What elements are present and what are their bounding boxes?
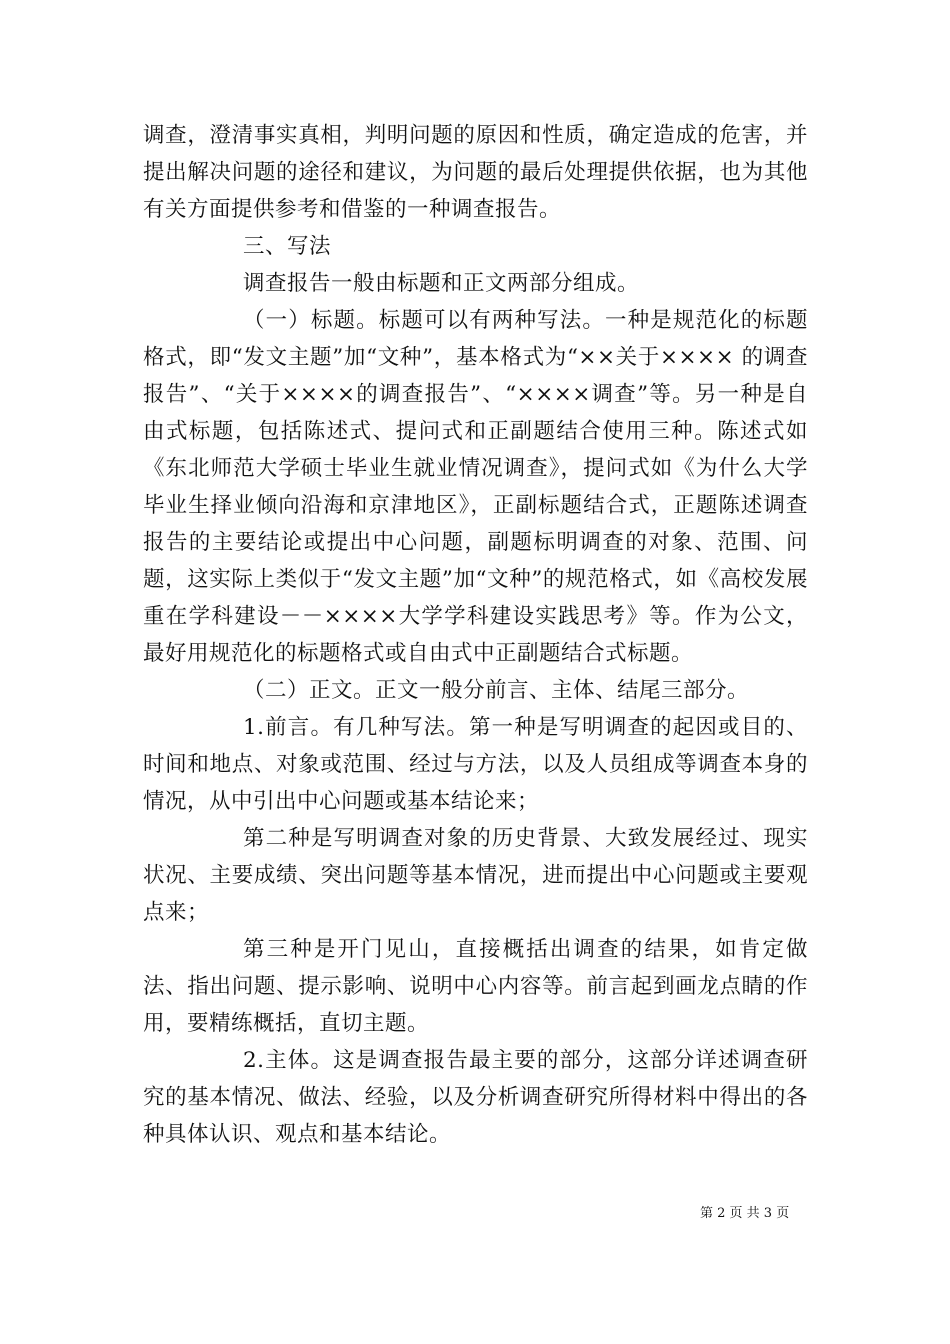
paragraph-main-body: 2.主体。这是调查报告最主要的部分，这部分详述调查研究的基本情况、做法、经验，以及分析调查研究所得材料中得出的各种具体认识、观点和基本结论。 — [143, 1048, 808, 1147]
paragraph-body-section: （二）正文。正文一般分前言、主体、结尾三部分。 — [243, 678, 750, 703]
paragraph-preface-type-3: 第三种是开门见山，直接概括出调查的结果，如肯定做法、指出问题、提示影响、说明中心内容等。前言起到画龙点睛的作用，要精练概括，直切主题。 — [143, 937, 808, 1036]
paragraph-composition: 调查报告一般由标题和正文两部分组成。 — [243, 271, 640, 296]
paragraph-continuation: 调查，澄清事实真相，判明问题的原因和性质，确定造成的危害，并提出解决问题的途径和建议，为问题的最后处理提供依据，也为其他有关方面提供参考和借鉴的一种调查报告。 — [143, 123, 808, 222]
paragraph-preface-type-1: 1.前言。有几种写法。第一种是写明调查的起因或目的、时间和地点、对象或范围、经过与方法，以及人员组成等调查本身的情况，从中引出中心问题或基本结论来； — [143, 715, 808, 814]
paragraph-title-section: （一）标题。标题可以有两种写法。一种是规范化的标题格式，即“发文主题”加“文种”，基本格式为“××关于×××× 的调查报告”、“关于××××的调查报告”、“××××调查”等。另一种是自由式标题，包括陈述式、提问式和正副题结合使用三种。陈述式如《东北师范大学硕士毕业生就业情况调查》，提问式如《为什么大学毕业生择业倾向沿海和京津地区》，正副标题结合式，正题陈述调查报告的主要结论或提出中心问题，副题标明调查的对象、范围、问题，这实际上类似于“发文主题”加“文种”的规范格式，如《高校发展重在学科建设－－××××大学学科建设实践思考》等。作为公文，最好用规范化的标题格式或自由式中正副题结合式标题。 — [143, 308, 808, 666]
paragraph-preface-type-2: 第二种是写明调查对象的历史背景、大致发展经过、现实状况、主要成绩、突出问题等基本情况，进而提出中心问题或主要观点来； — [143, 826, 808, 925]
page-number-footer: 第 2 页 共 3 页 — [700, 1206, 790, 1221]
body-text — [143, 117, 808, 1153]
section-heading-writing-method: 三、写法 — [243, 234, 332, 259]
